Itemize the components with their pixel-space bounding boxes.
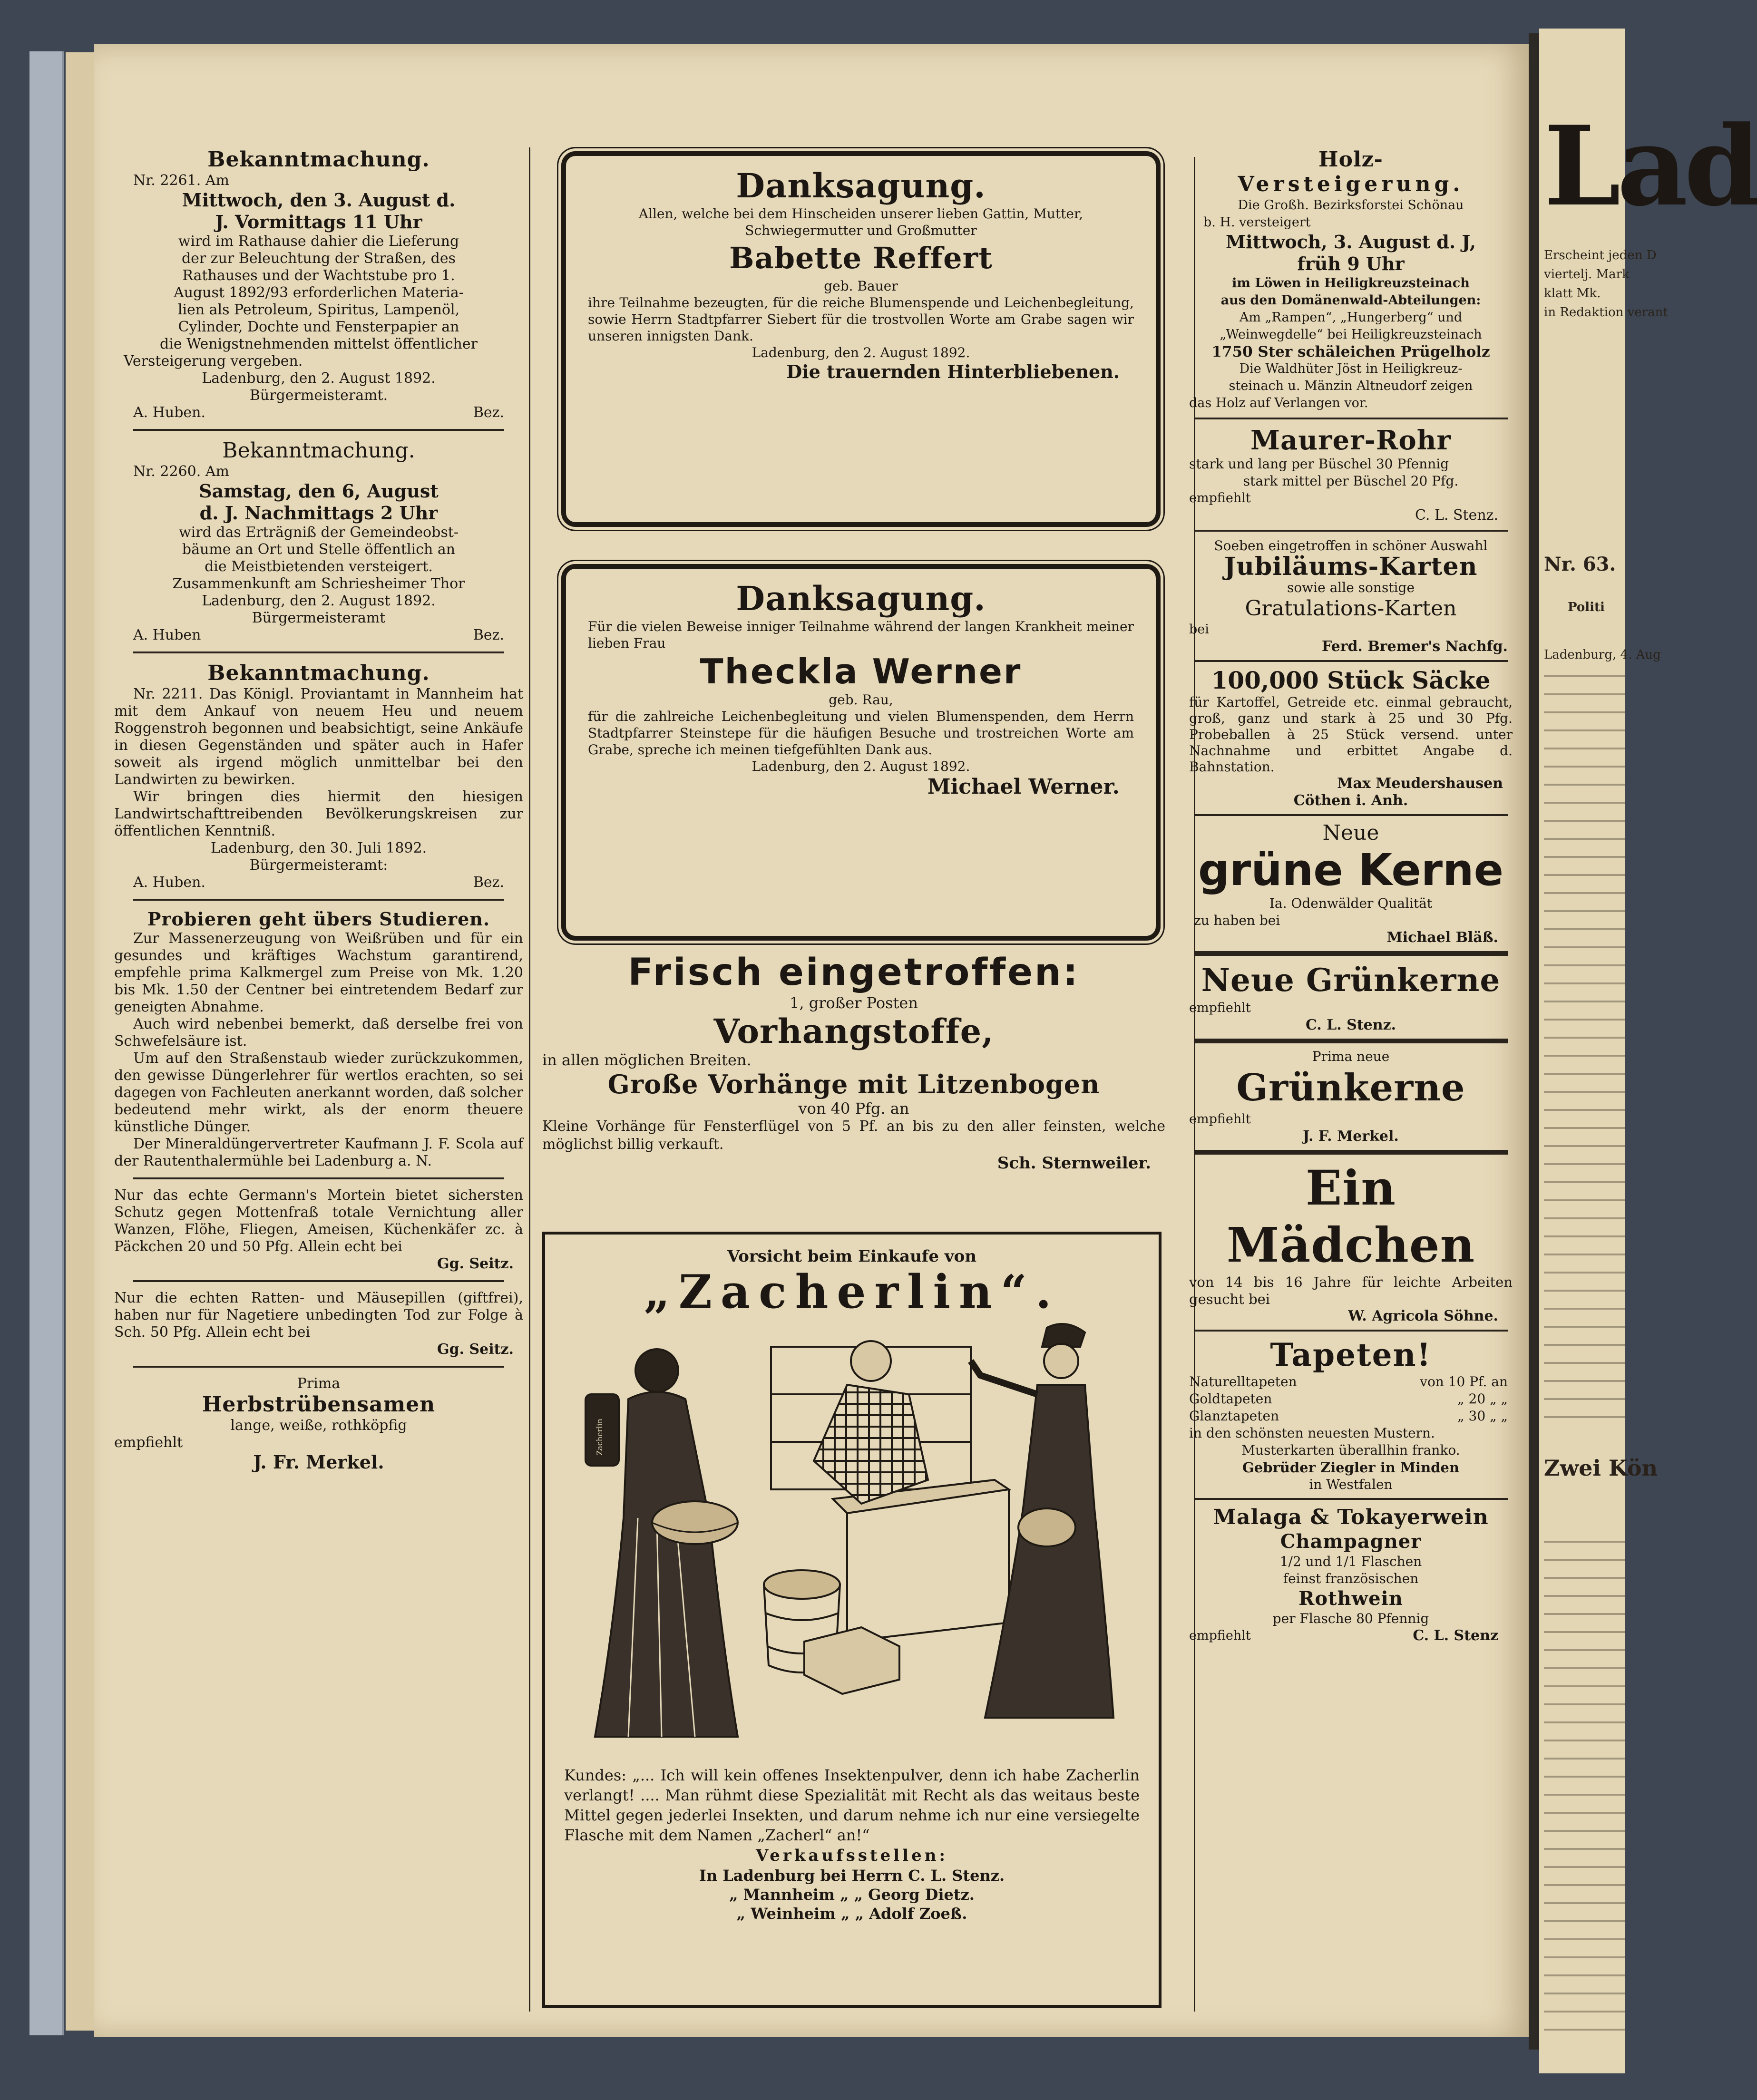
ad-text: Der Mineraldüngervertreter Kaufmann J. F. Scola auf der Rautenthalermühle bei Ladenburg a. N. xyxy=(114,1136,523,1169)
notice-line: Rathauses und der Wachtstube pro 1. xyxy=(182,267,455,284)
ad-signature: C. L. Stenz xyxy=(1413,1627,1498,1644)
ad-jubilee-cards xyxy=(1189,537,1513,655)
price-item: Goldtapeten xyxy=(1189,1391,1272,1407)
shopkeeper-head xyxy=(851,1341,891,1381)
dank-date: Ladenburg, den 2. August 1892. xyxy=(752,345,970,360)
notice-office: Bürgermeisteramt. xyxy=(249,387,388,404)
ad-line: in allen möglichen Breiten. xyxy=(542,1051,752,1069)
notice-line: b. H. versteigert xyxy=(1203,215,1311,230)
ad-heading: Ein Mädchen xyxy=(1226,1160,1475,1273)
ad-heading: Herbstrübensamen xyxy=(202,1392,436,1417)
ad-seller: „ Mannheim „ „ Georg Dietz. xyxy=(729,1886,975,1904)
notice-line: Cylinder, Dochte und Fensterpapier an xyxy=(178,319,459,335)
notice-date-line: Ladenburg, den 30. Juli 1892. xyxy=(210,840,427,856)
woman-left-head xyxy=(635,1349,678,1392)
ad-signature: Max Meudershausen xyxy=(1337,775,1503,792)
price-item: Glanztapeten xyxy=(1189,1408,1279,1424)
notice-time: früh 9 Uhr xyxy=(1297,253,1405,274)
basket xyxy=(652,1501,738,1544)
ad-wallpaper xyxy=(1189,1336,1513,1493)
notice-line: bäume an Ort und Stelle öffentlich an xyxy=(182,541,456,558)
column-rule xyxy=(529,147,530,2012)
ad-top: Prima neue xyxy=(1312,1049,1390,1064)
notice-line: wird das Erträgniß der Gemeindeobst- xyxy=(178,524,459,541)
ad-sacks xyxy=(1189,667,1513,809)
book-gutter xyxy=(1529,33,1539,2050)
ad-text: Nur das echte Germann's Mortein bietet sichersten Schutz gegen Mottenfraß totale Vernichtung aller Wanzen, Flöhe, Fliegen, Ameisen, Küchenkäfer zc. à Päckchen 20 und 50 Pfg. Allein echt bei xyxy=(114,1187,523,1255)
ad-recommend: empfiehlt xyxy=(114,1434,183,1451)
dank-signature: Michael Werner. xyxy=(927,775,1120,799)
ad-line: bei xyxy=(1189,622,1209,637)
next-page-text-block xyxy=(1544,666,1625,1427)
notice-signature: A. Huben xyxy=(133,627,201,643)
ad-signature: Gg. Seitz. xyxy=(437,1341,514,1358)
obituary-thanks-reffert xyxy=(561,151,1161,527)
notice-date-line: Ladenburg, den 2. August 1892. xyxy=(202,370,436,387)
notice-date: Mittwoch, den 3. August d. xyxy=(182,189,456,211)
ad-heading: grüne Kerne xyxy=(1198,845,1503,895)
ad-text: von 14 bis 16 Jahre für leichte Arbeiten gesucht bei xyxy=(1189,1274,1513,1307)
shopkeeper-coat xyxy=(814,1385,928,1504)
ad-signature: Gebrüder Ziegler in Minden xyxy=(1242,1459,1459,1476)
notice-line: Zusammenkunft am Schriesheimer Thor xyxy=(172,575,465,592)
ad-line: stark und lang per Büschel 30 Pfennig xyxy=(1189,456,1449,472)
ad-text: Nur die echten Ratten- und Mäusepillen (giftfrei), haben nur für Nagetiere unbedingten Tod zur Folge à Sch. 50 Pfg. Allein echt bei xyxy=(114,1290,523,1341)
notice-heading: Bekanntmachung. xyxy=(207,661,430,685)
ad-text: Zur Massenerzeugung von Weißrüben und für ein gesundes und kräftiges Wachstum garantirend, empfehle prima Kalkmergel zum Preise von Mk. 1.20 bis Mk. 1.50 der Centner bei eintretendem Bedarf zur geneigten Abnahme. xyxy=(114,930,523,1015)
next-page-text-block xyxy=(1544,1531,1625,2045)
next-page-text: Ladenburg, 4. Aug xyxy=(1544,648,1661,662)
ad-recommend: empfiehlt xyxy=(1189,491,1251,506)
next-page-issue: Nr. 63. xyxy=(1544,553,1616,575)
ad-girl-wanted xyxy=(1189,1159,1513,1325)
next-page-text: in Redaktion verant xyxy=(1544,305,1668,320)
next-page-fragment xyxy=(1539,29,1757,2073)
notice-signature-abbr: Bez. xyxy=(473,404,504,421)
notice-heading: Bekanntmachung. xyxy=(222,438,415,463)
ad-heading: Neue Grünkerne xyxy=(1201,962,1501,999)
ad-green-kernels-stenz xyxy=(1189,961,1513,1034)
notice-line: lien als Petroleum, Spiritus, Lampenöl, xyxy=(177,301,460,318)
notice-line: Nr. 2260. Am xyxy=(133,463,229,480)
ad-signature: J. F. Merkel. xyxy=(1303,1128,1399,1145)
notice-date-line: Ladenburg, den 2. August 1892. xyxy=(202,593,436,609)
ad-green-kernels-blaess xyxy=(1189,821,1513,946)
book-binding xyxy=(29,51,64,2035)
ad-lime-marl xyxy=(114,908,523,1170)
notice-line: 1750 Ster schäleichen Prügelholz xyxy=(1211,343,1490,360)
ad-heading: 100,000 Stück Säcke xyxy=(1211,666,1491,694)
notice-line: das Holz auf Verlangen vor. xyxy=(1189,396,1368,410)
next-page-heading: Zwei Kön xyxy=(1544,1455,1658,1481)
ad-green-kernels-merkel xyxy=(1189,1048,1513,1145)
ad-heading: Malaga & Tokayerwein xyxy=(1213,1505,1489,1529)
ad-line: von 40 Pfg. an xyxy=(798,1099,909,1118)
notice-office: Bürgermeisteramt: xyxy=(249,857,388,874)
obituary-thanks-werner xyxy=(561,564,1161,941)
ad-masonry-reed xyxy=(1189,425,1513,524)
ad-rat-pills xyxy=(114,1290,523,1358)
notice-line: Nr. 2261. Am xyxy=(133,172,229,189)
notice-wood-auction xyxy=(1189,147,1513,412)
ad-line: Ia. Odenwälder Qualität xyxy=(1269,895,1433,911)
notice-line: Am „Rampen“, „Hungerberg“ und xyxy=(1239,310,1463,325)
ad-heading: Jubiläums-Karten xyxy=(1224,552,1478,581)
ad-signature: J. Fr. Merkel. xyxy=(253,1451,384,1473)
barrel xyxy=(764,1570,840,1599)
notice-line: wird im Rathause dahier die Lieferung xyxy=(178,233,459,250)
ad-signature: Sch. Sternweiler. xyxy=(997,1154,1151,1173)
dank-text: ihre Teilnahme bezeugten, für die reiche Blumenspende und Leichenbegleitung, sowie Herrn Stadtpfarrer Siebert für die trostvollen Worte am Grabe sagen wir unseren innigsten Dank. xyxy=(588,295,1134,344)
ad-recommend: empfiehlt xyxy=(1189,1001,1251,1015)
next-page-masthead: Lad xyxy=(1544,102,1757,231)
ad-line: stark mittel per Büschel 20 Pfg. xyxy=(1243,473,1459,489)
ad-line: Soeben eingetroffen in schöner Auswahl xyxy=(1214,538,1488,554)
ad-signature: Gg. Seitz. xyxy=(437,1255,514,1272)
notice-text: Wir bringen dies hiermit den hiesigen Landwirtschafttreibenden Bevölkerungskreisen zur öffentlichen Kenntniß. xyxy=(114,788,523,839)
notice-street-lighting xyxy=(114,147,523,421)
notice-provisions xyxy=(114,661,523,891)
notice-line: aus den Domänenwald-Abteilungen: xyxy=(1220,293,1481,308)
notice-line: „Weinwegdelle“ bei Heiligkreuzsteinach xyxy=(1220,327,1482,342)
notice-line: die Wenigstnehmenden mittelst öffentlicher xyxy=(160,336,478,352)
ad-sub: lange, weiße, rothköpfig xyxy=(230,1417,407,1434)
notice-line: Die Waldhüter Jöst in Heiligkreuz- xyxy=(1239,361,1463,376)
ad-wine xyxy=(1189,1505,1513,1644)
left-column xyxy=(114,147,523,1473)
next-page-section: Politi xyxy=(1568,600,1605,614)
ad-top: Vorsicht beim Einkaufe von xyxy=(727,1247,977,1266)
ad-quote: Kundes: „... Ich will kein offenes Insektenpulver, denn ich habe Zacherlin verlangt! .... Man rühmt diese Spezialität mit Recht als das weitaus beste Mittel gegen jederlei Insekten, und darum nehme ich nur eine versiegelte Flasche mit dem Namen „Zacherl“ an!“ xyxy=(564,1766,1140,1844)
ad-recommend: empfiehlt xyxy=(1189,1628,1251,1643)
dank-name: Babette Reffert xyxy=(729,241,993,275)
ad-top: Neue xyxy=(1322,821,1379,845)
page-edges xyxy=(66,52,95,2031)
ad-heading: Grünkerne xyxy=(1236,1066,1465,1109)
price-value: von 10 Pf. an xyxy=(1420,1374,1508,1390)
ad-line: Musterkarten überallhin franko. xyxy=(1241,1442,1460,1458)
notice-heading: Bekanntmachung. xyxy=(207,147,430,172)
notice-signature: A. Huben. xyxy=(133,874,206,891)
ad-product: Vorhangstoffe, xyxy=(713,1011,994,1051)
ad-heading: Probieren geht übers Studieren. xyxy=(147,908,490,930)
dank-intro: Für die vielen Beweise inniger Teilnahme während der langen Krankheit meiner lieben Frau xyxy=(588,619,1134,651)
ad-line: Große Vorhänge mit Litzenbogen xyxy=(607,1069,1100,1099)
ad-line: Kleine Vorhänge für Fensterflügel von 5 Pf. an bis zu den aller feinsten, welche möglichst billig verkauft. xyxy=(542,1118,1165,1153)
dank-name: Theckla Werner xyxy=(700,651,1022,691)
ad-heading: „Zacherlin“. xyxy=(644,1265,1060,1319)
ad-turnip-seed xyxy=(114,1375,523,1473)
basket-right xyxy=(1018,1508,1075,1546)
ad-signature: Ferd. Bremer's Nachfg. xyxy=(1321,638,1508,655)
ad-curtains xyxy=(537,951,1170,1173)
ad-signature-place: Cöthen i. Anh. xyxy=(1293,792,1408,809)
ad-signature: C. L. Stenz. xyxy=(1305,1017,1396,1033)
notice-line: Versteigerung vergeben. xyxy=(124,353,303,369)
notice-text: Nr. 2211. Das Königl. Proviantamt in Mannheim hat mit dem Ankauf von neuem Heu und neuem Roggenstroh begonnen und beabsichtigt, seine Ankäufe in diesen Gegenständen und später auch in Hafer soweit als irgend möglich unmittelbar bei den Landwirten zu bewirken. xyxy=(114,686,523,788)
dank-text: für die zahlreiche Leichenbegleitung und vielen Blumenspenden, dem Herrn Stadtpfarrer Steinstepe für die häufigen Besuche und trostreichen Worte am Grabe, spreche ich meinen tiefgefühlten Dank aus. xyxy=(588,709,1134,758)
zacherlin-illustration xyxy=(566,1318,1137,1765)
ad-seller: In Ladenburg bei Herrn C. L. Stenz. xyxy=(699,1867,1005,1885)
ad-text: Auch wird nebenbei bemerkt, daß derselbe frei von Schwefelsäure ist. xyxy=(114,1016,523,1050)
ad-line: Champagner xyxy=(1280,1530,1422,1553)
ad-heading: Tapeten! xyxy=(1270,1336,1432,1373)
dank-date: Ladenburg, den 2. August 1892. xyxy=(752,758,970,774)
next-page-text: klatt Mk. xyxy=(1544,286,1601,301)
ad-heading: Frisch eingetroffen: xyxy=(628,951,1080,994)
ad-signature-place: in Westfalen xyxy=(1309,1477,1393,1492)
right-column xyxy=(1189,147,1513,1644)
ad-sellers-title: Verkaufsstellen: xyxy=(755,1846,948,1865)
notice-time: d. J. Nachmittags 2 Uhr xyxy=(199,502,438,524)
ad-signature: C. L. Stenz. xyxy=(1415,507,1498,524)
notice-heading: Holz- xyxy=(1318,147,1383,172)
woman-right-arm xyxy=(971,1361,1037,1394)
notice-office: Bürgermeisteramt xyxy=(252,610,386,626)
notice-line: August 1892/93 erforderlichen Materia- xyxy=(174,284,464,301)
ad-heading: Maurer-Rohr xyxy=(1250,425,1451,456)
ad-line: Rothwein xyxy=(1298,1587,1403,1610)
ad-line: 1, großer Posten xyxy=(790,994,918,1012)
ad-zacherlin xyxy=(542,1232,1162,2008)
dank-signature: Die trauernden Hinterbliebenen. xyxy=(786,361,1120,382)
next-page-text: Erscheint jeden D xyxy=(1544,248,1657,262)
price-item: Naturelltapeten xyxy=(1189,1374,1297,1390)
ad-line: zu haben bei xyxy=(1194,913,1280,928)
notice-heading: Versteigerung. xyxy=(1238,172,1464,196)
notice-fruit-trees xyxy=(114,438,523,644)
notice-line: Die Großh. Bezirksforstei Schönau xyxy=(1238,198,1464,213)
dank-heading: Danksagung. xyxy=(736,166,986,205)
notice-line: steinach u. Mänzin Altneudorf zeigen xyxy=(1229,379,1473,393)
ad-text: für Kartoffel, Getreide etc. einmal gebraucht, groß, ganz und stark à 25 und 30 Pfg. Probeballen à 25 Stück versend. unter Nachnahme und erbittet Angabe d. Bahnstation. xyxy=(1189,694,1513,775)
notice-line: die Meistbietenden versteigert. xyxy=(205,558,433,575)
dank-heading: Danksagung. xyxy=(736,579,986,618)
ad-heading: Gratulations-Karten xyxy=(1245,596,1457,621)
dank-intro: Allen, welche bei dem Hinscheiden unserer lieben Gattin, Mutter, Schwiegermutter und Großmutter xyxy=(638,206,1083,238)
ad-line: in den schönsten neuesten Mustern. xyxy=(1189,1425,1435,1441)
ad-seller: „ Weinheim „ „ Adolf Zoeß. xyxy=(736,1905,967,1923)
ad-line: per Flasche 80 Pfennig xyxy=(1272,1611,1429,1626)
ad-signature: W. Agricola Söhne. xyxy=(1348,1308,1498,1324)
ad-signature: Michael Bläß. xyxy=(1386,929,1498,946)
notice-line: im Löwen in Heiligkreuzsteinach xyxy=(1232,276,1470,291)
next-page-text: viertelj. Mark xyxy=(1544,267,1630,282)
notice-date: Mittwoch, 3. August d. J, xyxy=(1226,231,1476,253)
ad-text: Um auf den Straßenstaub wieder zurückzukommen, den gewisse Düngerlehrer für wertlos erachten, so sei dagegen von Fachleuten anerkannt worden, daß solcher bedeutend mehr wirkt, als der enorm theuere künstliche Dünger. xyxy=(114,1050,523,1135)
price-value: „ 20 „ „ xyxy=(1457,1391,1508,1407)
ad-line: feinst französischen xyxy=(1283,1571,1419,1586)
ad-line: 1/2 und 1/1 Flaschen xyxy=(1279,1554,1422,1569)
woman-right-dress xyxy=(985,1385,1113,1718)
ad-recommend: empfiehlt xyxy=(1189,1112,1251,1127)
notice-signature: A. Huben. xyxy=(133,404,206,421)
ad-mortein xyxy=(114,1187,523,1273)
bottle-label: Zacherlin xyxy=(595,1419,604,1456)
ad-top: Prima xyxy=(297,1375,341,1392)
notice-signature-abbr: Bez. xyxy=(473,874,504,891)
dank-born: geb. Rau, xyxy=(829,692,893,708)
notice-date: Samstag, den 6, August xyxy=(199,480,439,502)
notice-signature-abbr: Bez. xyxy=(473,627,504,643)
notice-line: der zur Beleuchtung der Straßen, des xyxy=(181,250,456,267)
notice-time: J. Vormittags 11 Uhr xyxy=(215,211,422,233)
price-value: „ 30 „ „ xyxy=(1457,1408,1508,1424)
woman-right-head xyxy=(1044,1344,1078,1378)
ad-line: sowie alle sonstige xyxy=(1287,580,1415,595)
dank-born: geb. Bauer xyxy=(824,278,898,294)
